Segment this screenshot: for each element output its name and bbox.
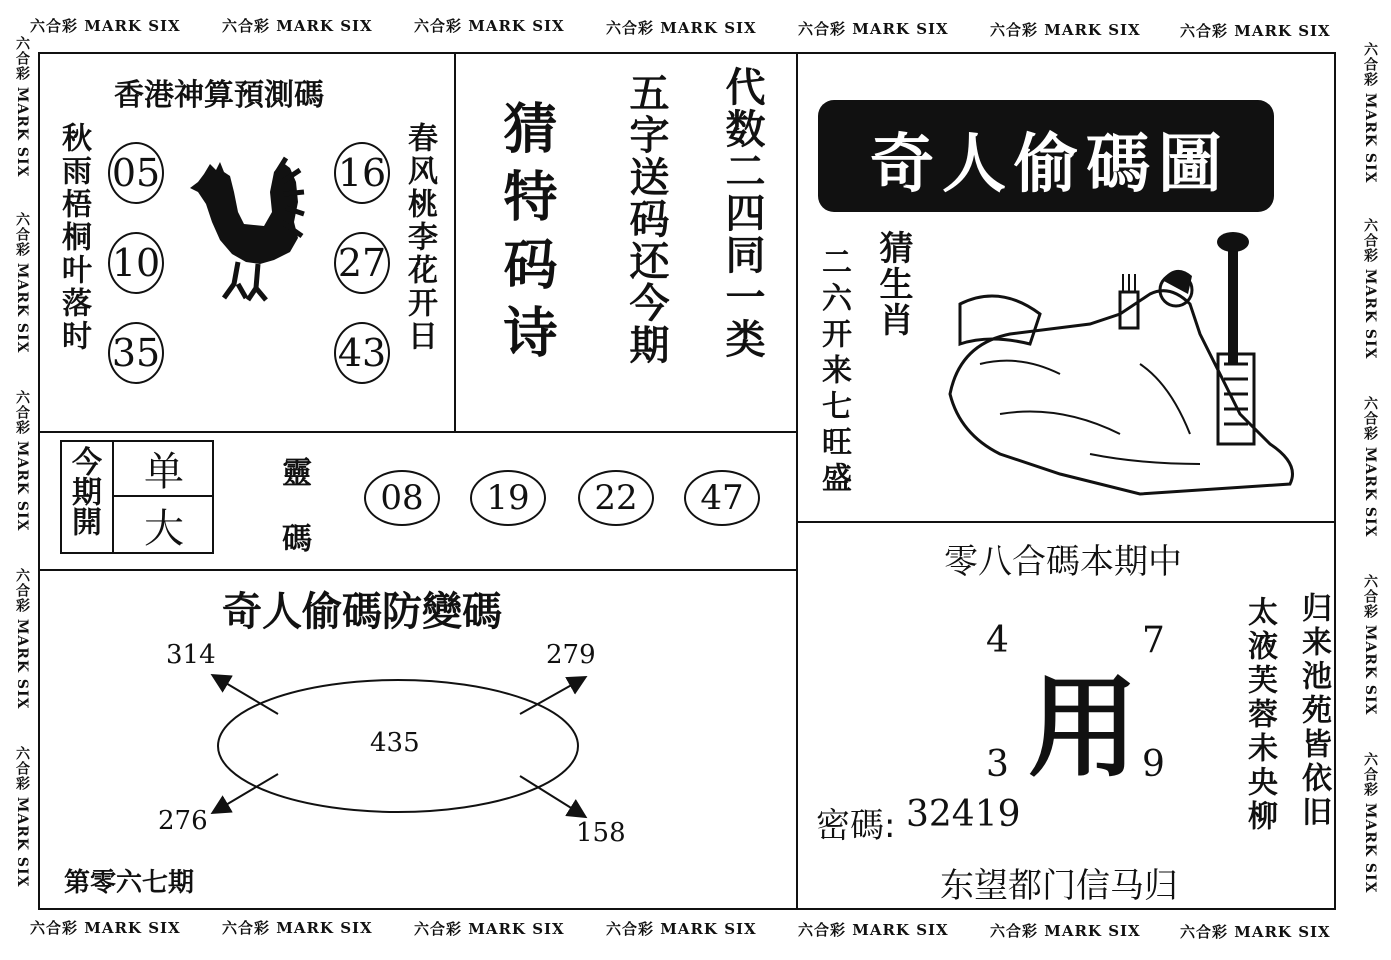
zodiac-poem: 二六开来七旺盛 [816, 246, 851, 498]
border-label: 六合彩 MARK SIX [1180, 22, 1331, 40]
border-label: 六合彩 MARK SIX [222, 17, 373, 35]
big-character: 用 [1028, 663, 1138, 792]
horizontal-divider-right [796, 521, 1336, 523]
lucky-number: 08 [364, 470, 440, 526]
right-poem: 春风桃李花开日 [402, 122, 437, 353]
corner-number: 279 [546, 640, 596, 670]
corner-number: 314 [166, 640, 216, 670]
special-code-poem-title: 猜特码诗 [495, 100, 559, 372]
border-label: 六合彩 MARK SIX [1362, 42, 1378, 184]
border-label: 六合彩 MARK SIX [798, 921, 949, 939]
period-label: 今期開 [66, 446, 101, 536]
border-label: 六合彩 MARK SIX [222, 919, 373, 937]
number-oval: 27 [334, 232, 390, 294]
banner-title: 奇人偷碼圖 [870, 127, 1230, 202]
border-label: 六合彩 MARK SIX [14, 568, 30, 710]
left-poem: 秋雨梧桐叶落时 [56, 122, 91, 353]
secret-code-label: 密碼: [816, 806, 896, 846]
border-label: 六合彩 MARK SIX [30, 919, 181, 937]
ling-char: 靈 [282, 456, 312, 491]
border-label: 六合彩 MARK SIX [14, 212, 30, 354]
border-label: 六合彩 MARK SIX [1180, 923, 1331, 941]
number-oval: 10 [108, 232, 164, 294]
border-label: 六合彩 MARK SIX [990, 922, 1141, 940]
corner-number: 276 [158, 806, 208, 836]
horizontal-divider-1 [38, 431, 798, 433]
issue-number: 第零六七期 [64, 868, 195, 898]
vertical-divider-main [796, 52, 798, 910]
border-label: 六合彩 MARK SIX [798, 20, 949, 38]
corner-digit: 4 [986, 620, 1009, 661]
border-label: 六合彩 MARK SIX [1362, 218, 1378, 360]
odd-even-value: 单 [144, 449, 184, 495]
border-label: 六合彩 MARK SIX [30, 17, 181, 35]
border-label: 六合彩 MARK SIX [14, 36, 30, 178]
poem-column: 代数二四同一类 [719, 66, 766, 360]
scholar-illustration-icon [940, 214, 1316, 514]
corner-digit: 3 [986, 744, 1009, 785]
corner-digit: 7 [1142, 620, 1165, 661]
border-label: 六合彩 MARK SIX [414, 920, 565, 938]
corner-digit: 9 [1142, 744, 1165, 785]
border-label: 六合彩 MARK SIX [1362, 752, 1378, 894]
rooster-icon [186, 152, 306, 304]
lucky-number: 19 [470, 470, 546, 526]
secret-code-value: 32419 [906, 794, 1021, 835]
border-label: 六合彩 MARK SIX [414, 17, 565, 35]
vertical-divider-top [454, 52, 456, 432]
panel-title: 零八合碼本期中 [944, 542, 1182, 582]
footer-poem: 东望都门信马归 [940, 866, 1178, 906]
border-label: 六合彩 MARK SIX [606, 920, 757, 938]
border-label: 六合彩 MARK SIX [14, 746, 30, 888]
number-oval: 16 [334, 142, 390, 204]
number-oval: 43 [334, 322, 390, 384]
poem-column: 太液芙蓉未央柳 [1242, 596, 1277, 834]
ma-char: 碼 [282, 522, 312, 557]
lucky-number: 47 [684, 470, 760, 526]
number-oval: 35 [108, 322, 164, 384]
guess-zodiac: 猜生肖 [873, 230, 913, 338]
center-number: 435 [370, 728, 420, 758]
border-label: 六合彩 MARK SIX [606, 19, 757, 37]
poem-column: 五字送码还今期 [623, 72, 670, 366]
number-oval: 05 [108, 142, 164, 204]
horizontal-divider-2 [38, 569, 798, 571]
lucky-number: 22 [578, 470, 654, 526]
border-label: 六合彩 MARK SIX [1362, 396, 1378, 538]
poem-column: 归来池苑皆依旧 [1296, 592, 1331, 830]
panel-title: 香港神算預測碼 [114, 78, 324, 113]
border-label: 六合彩 MARK SIX [1362, 574, 1378, 716]
corner-number: 158 [576, 818, 626, 848]
big-small-value: 大 [144, 505, 184, 552]
border-label: 六合彩 MARK SIX [990, 21, 1141, 39]
panel-title: 奇人偷碼防變碼 [222, 589, 502, 635]
border-label: 六合彩 MARK SIX [14, 390, 30, 532]
